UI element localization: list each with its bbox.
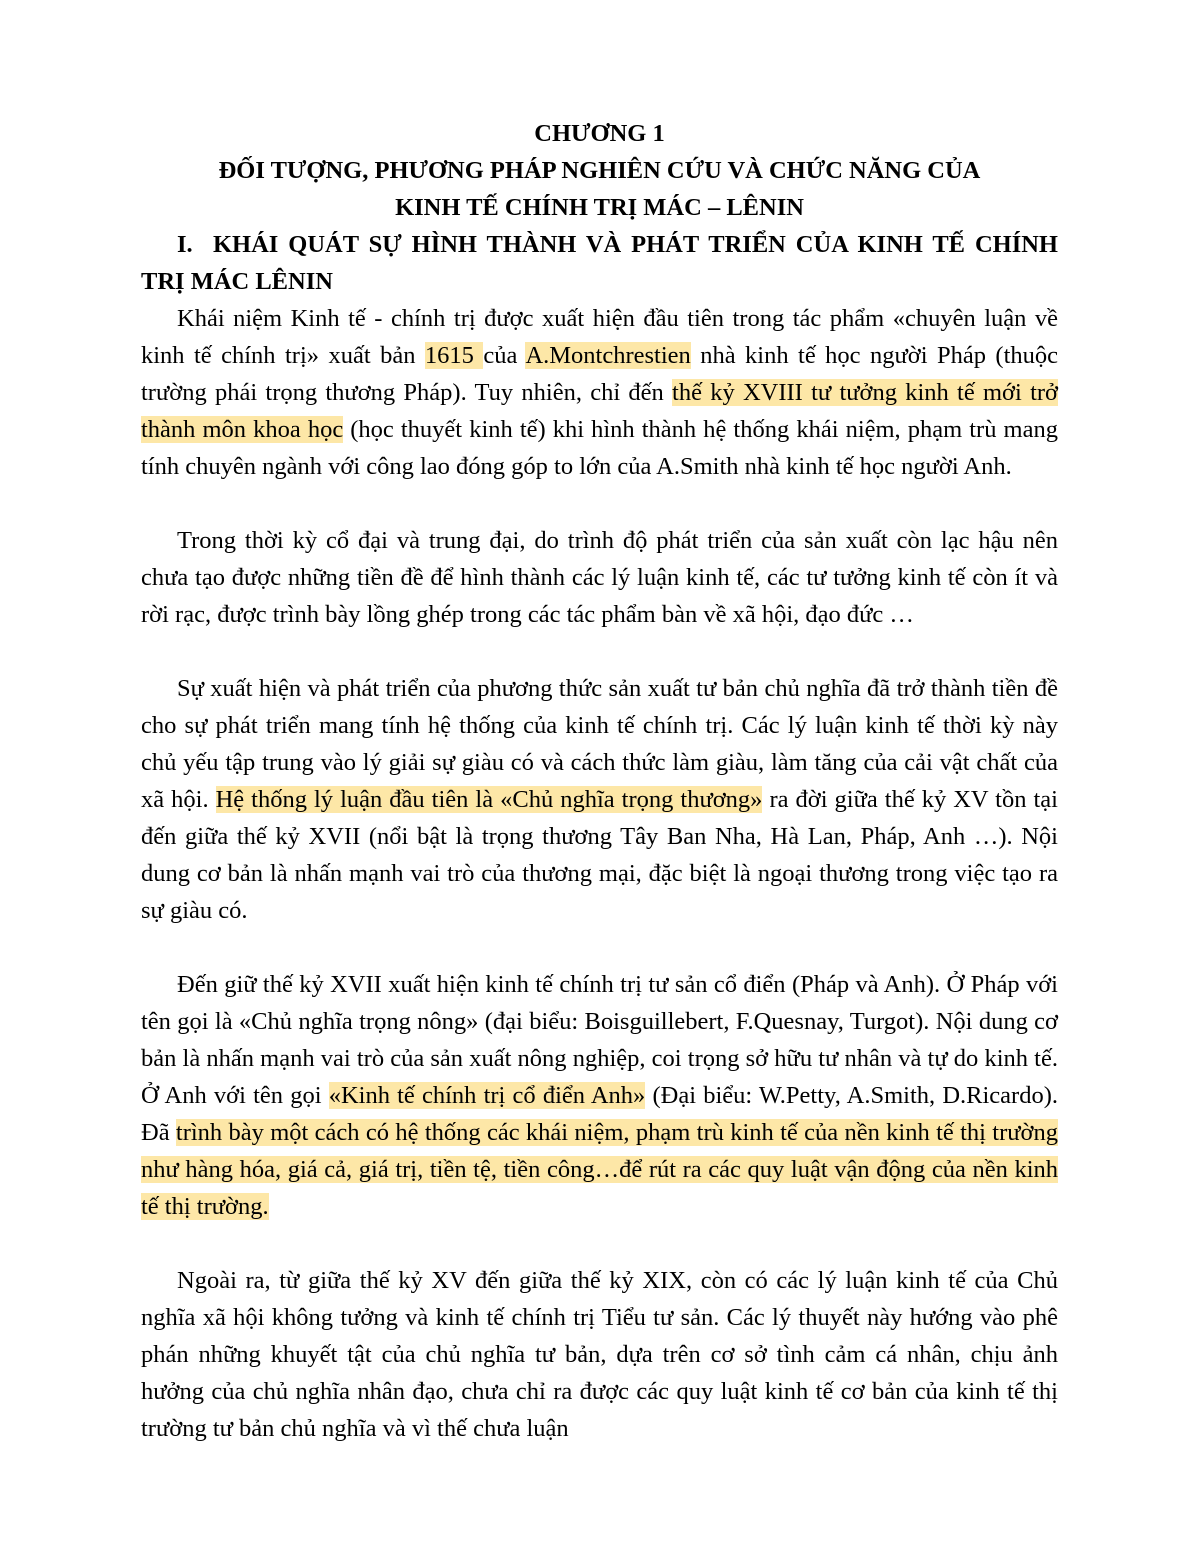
highlighted-text: A.Montchrestien	[525, 342, 691, 369]
highlighted-text: 1615	[424, 342, 484, 369]
paragraph-text: (học thuyết kinh tế) khi hình thành hệ thống khái niệm, phạm trù mang tính chuyên ngành với công lao đóng góp to lớn của A.Smith nhà kinh tế học người Anh.	[141, 416, 1058, 480]
paragraph-spacer	[141, 929, 1058, 966]
section-title: KHÁI QUÁT SỰ HÌNH THÀNH VÀ PHÁT TRIỂN CỦA KINH TẾ CHÍNH TRỊ MÁC LÊNIN	[141, 231, 1058, 295]
paragraph-3	[141, 670, 1058, 929]
paragraph-1	[141, 300, 1058, 485]
paragraph-spacer	[141, 485, 1058, 522]
chapter-title-line-2: KINH TẾ CHÍNH TRỊ MÁC – LÊNIN	[395, 194, 804, 221]
chapter-title-line-1: ĐỐI TƯỢNG, PHƯƠNG PHÁP NGHIÊN CỨU VÀ CHỨC NĂNG CỦA	[218, 157, 981, 184]
section-number: I.	[177, 231, 193, 258]
paragraph-4	[141, 966, 1058, 1225]
paragraph-text: ra đời giữa thế kỷ XV tồn tại đến giữa thế kỷ XVII (nổi bật là trọng thương Tây Ban Nha, Hà Lan, Pháp, Anh …). Nội dung cơ bản là nhấn mạnh vai trò của thương mại, đặc biệt là ngoại thương trong việc tạo ra sự giàu có.	[141, 786, 1058, 924]
page-content	[141, 115, 1058, 1447]
highlighted-text: «Kinh tế chính trị cổ điển Anh»	[328, 1082, 646, 1109]
paragraph-text: Khái niệm Kinh tế - chính trị được xuất hiện đầu tiên trong tác phẩm «chuyên luận về kinh tế chính trị» xuất bản	[141, 305, 1058, 369]
paragraph-spacer	[141, 1225, 1058, 1262]
paragraph-text: của	[483, 342, 526, 369]
highlighted-text: trình bày một cách có hệ thống các khái niệm, phạm trù kinh tế của nền kinh tế thị trường như hàng hóa, giá cả, giá trị, tiền tệ, tiền công…để rút ra các quy luật vận động của nền kinh tế thị trường.	[141, 1119, 1058, 1220]
paragraph-text: Trong thời kỳ cổ đại và trung đại, do trình độ phát triển của sản xuất còn lạc hậu nên chưa tạo được những tiền đề để hình thành các lý luận kinh tế, các tư tưởng kinh tế còn ít và rời rạc, được trình bày lồng ghép trong các tác phẩm bàn về xã hội, đạo đức …	[141, 527, 1058, 628]
paragraph-text: Ngoài ra, từ giữa thế kỷ XV đến giữa thế kỷ XIX, còn có các lý luận kinh tế của Chủ nghĩa xã hội không tưởng và kinh tế chính trị Tiểu tư sản. Các lý thuyết này hướng vào phê phán những khuyết tật của chủ nghĩa tư bản, dựa trên cơ sở tình cảm cá nhân, chịu ảnh hưởng của chủ nghĩa nhân đạo, chưa chỉ ra được các quy luật kinh tế cơ bản của kinh tế thị trường tư bản chủ nghĩa và vì thế chưa luận	[141, 1267, 1058, 1442]
paragraph-text: Đến giữ thế kỷ XVII xuất hiện kinh tế chính trị tư sản cổ điển (Pháp và Anh). Ở Pháp với tên gọi là «Chủ nghĩa trọng nông» (đại biểu: Boisguillebert, F.Quesnay, Turgot). Nội dung cơ bản là nhấn mạnh vai trò của sản xuất nông nghiệp, coi trọng sở hữu tư nhân và tự do kinh tế. Ở Anh với tên gọi	[141, 971, 1058, 1109]
paragraph-2	[141, 522, 1058, 633]
chapter-label: CHƯƠNG 1	[534, 120, 665, 147]
highlighted-text: thế kỷ XVIII tư tưởng kinh tế mới trở thành môn khoa học	[141, 379, 1058, 443]
paragraph-text: nhà kinh tế học người Pháp (thuộc trường phái trọng thương Pháp). Tuy nhiên, chỉ đến	[141, 342, 1059, 406]
paragraph-text: Sự xuất hiện và phát triển của phương thức sản xuất tư bản chủ nghĩa đã trở thành tiền đề cho sự phát triển mang tính hệ thống của kinh tế chính trị. Các lý luận kinh tế thời kỳ này chủ yếu tập trung vào lý giải sự giàu có và cách thức làm giàu, làm tăng của cải vật chất của xã hội.	[141, 675, 1058, 813]
paragraph-text: (Đại biểu: W.Petty, A.Smith, D.Ricardo). Đã	[141, 1082, 1058, 1146]
paragraph-spacer	[141, 633, 1058, 670]
section-heading	[141, 226, 1058, 300]
highlighted-text: Hệ thống lý luận đầu tiên là «Chủ nghĩa trọng thương»	[215, 786, 763, 813]
paragraph-5	[141, 1262, 1058, 1447]
